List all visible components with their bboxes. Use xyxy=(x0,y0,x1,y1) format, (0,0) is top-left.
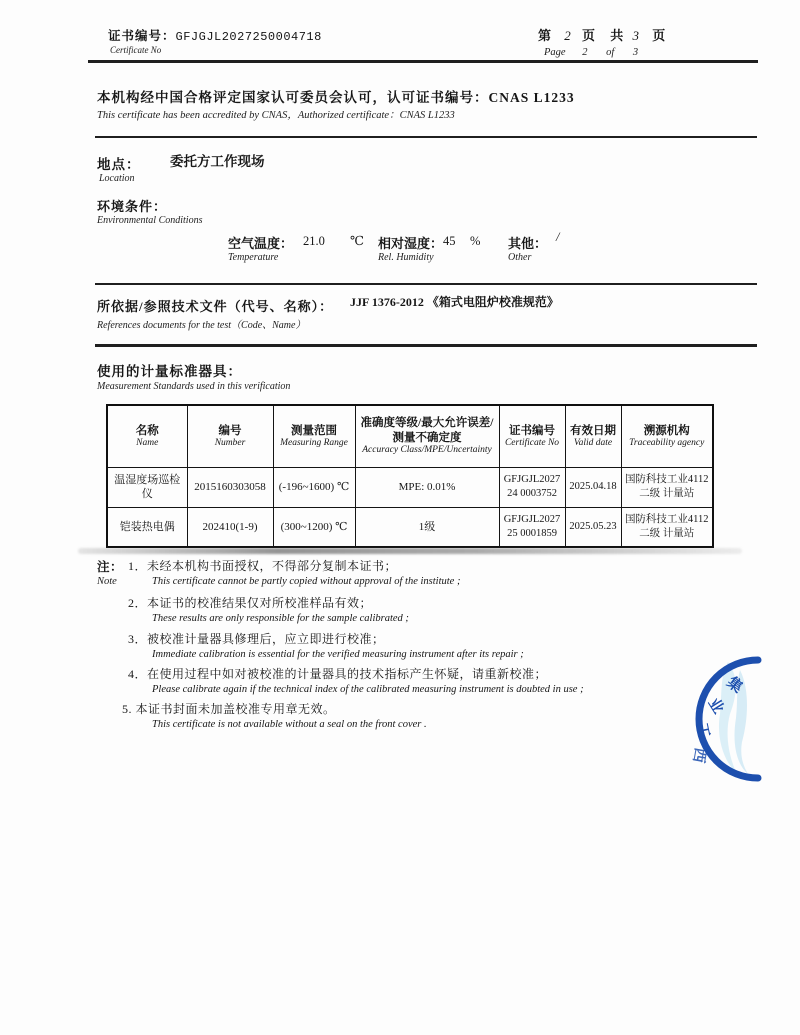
col-header-certno xyxy=(499,405,565,467)
humidity-label-zh: 相对湿度： xyxy=(378,236,444,251)
col-header-range xyxy=(273,405,355,467)
page-total-number: 3 xyxy=(632,28,640,43)
references-label-en: References documents for the test（Code、Name） xyxy=(97,320,306,331)
page-en-page: Page xyxy=(544,47,566,58)
cell-certno: GFJGJL202724 0003752 xyxy=(499,467,565,507)
note-item-5-zh: 5. 本证书封面未加盖校准专用章无效。 xyxy=(122,702,336,716)
location-label-zh: 地点： xyxy=(97,157,141,172)
temperature-label-en: Temperature xyxy=(228,252,279,263)
cell-accuracy: MPE: 0.01% xyxy=(355,467,499,507)
certificate-number-label-zh: 证书编号： xyxy=(108,29,176,43)
col-traceability-en: Traceability agency xyxy=(629,437,705,448)
page-en-total: 3 xyxy=(632,47,639,58)
seal-char: 集 xyxy=(723,674,746,697)
other-value: / xyxy=(556,230,560,244)
cell-validdate: 2025.05.23 xyxy=(565,507,621,547)
note-item-1-zh: 1．未经本机构书面授权，不得部分复制本证书； xyxy=(128,559,398,573)
col-name-zh: 名称 xyxy=(135,424,159,437)
humidity-unit: % xyxy=(470,234,481,248)
col-traceability-zh: 溯源机构 xyxy=(643,424,690,437)
notes-label-en: Note xyxy=(97,576,117,587)
accreditation-statement-zh: 本机构经中国合格评定国家认可委员会认可，认可证书编号：CNAS L1233 xyxy=(97,90,575,105)
cell-range: (300~1200) ℃ xyxy=(273,507,355,547)
location-label-en: Location xyxy=(99,173,135,184)
note-item-2-en: These results are only responsible for the sample calibrated ; xyxy=(152,613,409,624)
page-number: 2 xyxy=(564,28,571,43)
col-number-en: Number xyxy=(214,437,246,448)
cell-traceability: 国防科技工业4112二级 计量站 xyxy=(621,467,713,507)
note-item-3-en: Immediate calibration is essential for the verified measuring instrument after its repair ; xyxy=(152,649,524,660)
cell-name: 温湿度场巡检仪 xyxy=(107,467,187,507)
table-row xyxy=(107,467,713,507)
cell-certno: GFJGJL202725 0001859 xyxy=(499,507,565,547)
cell-number: 2015160303058 xyxy=(187,467,273,507)
references-divider-rule xyxy=(95,344,757,347)
col-header-accuracy xyxy=(355,405,499,467)
standards-table-header-row xyxy=(107,405,713,467)
note-item-5-en: This certificate is not available without a seal on the front cover . xyxy=(152,719,427,730)
seal-char: 工 xyxy=(693,721,712,740)
humidity-label-en: Rel. Humidity xyxy=(378,252,434,263)
note-item-3-zh: 3．被校准计量器具修理后，应立即进行校准； xyxy=(128,632,385,646)
certificate-number-value: GFJGJL2027250004718 xyxy=(175,30,322,44)
notes-label-zh: 注： xyxy=(97,560,124,574)
company-seal-stamp xyxy=(670,650,774,786)
standards-table xyxy=(106,404,714,548)
cell-range: (-196~1600) ℃ xyxy=(273,467,355,507)
note-item-2-zh: 2．本证书的校准结果仅对所校准样品有效； xyxy=(128,596,373,610)
env-conditions-label-zh: 环境条件： xyxy=(97,199,168,214)
other-label-en: Other xyxy=(508,252,532,263)
col-validdate-zh: 有效日期 xyxy=(570,424,616,437)
note-item-4-zh: 4．在使用过程中如对被校准的计量器具的技术指标产生怀疑，请重新校准； xyxy=(128,667,548,681)
col-number-zh: 编号 xyxy=(218,424,242,437)
col-header-name xyxy=(107,405,187,467)
env-conditions-label-en: Environmental Conditions xyxy=(97,215,203,226)
cell-accuracy: 1级 xyxy=(355,507,499,547)
page-en-of: of xyxy=(606,47,615,58)
seal-char: 业 xyxy=(704,695,727,717)
scan-smudge-line xyxy=(78,548,742,554)
page-indicator-zh xyxy=(538,25,667,44)
page-zh-ye: 页 xyxy=(582,28,598,43)
col-certno-en: Certificate No xyxy=(504,437,560,448)
standards-label-en: Measurement Standards used in this verification xyxy=(97,381,291,392)
page-zh-gong: 共 xyxy=(610,28,626,43)
cell-name: 铠装热电偶 xyxy=(107,507,187,547)
header-divider-rule xyxy=(88,60,758,63)
references-value: JJF 1376-2012 《箱式电阻炉校准规范》 xyxy=(350,295,559,309)
temperature-unit: ℃ xyxy=(350,234,364,248)
seal-char: 西 xyxy=(689,746,708,764)
accreditation-statement-en: This certificate has been accredited by CNAS，Authorized certificate：CNAS L1233 xyxy=(97,110,455,121)
cell-validdate: 2025.04.18 xyxy=(565,467,621,507)
accreditation-divider-rule xyxy=(95,136,757,138)
col-certno-zh: 证书编号 xyxy=(509,424,555,437)
col-range-zh: 测量范围 xyxy=(291,424,337,437)
table-row xyxy=(107,507,713,547)
col-header-traceability xyxy=(621,405,713,467)
page-zh-di: 第 xyxy=(538,28,554,43)
references-label-zh: 所依据/参照技术文件（代号、名称）： xyxy=(97,299,334,314)
col-accuracy-zh: 准确度等级/最大允许误差/测量不确定度 xyxy=(360,417,494,444)
temperature-value: 21.0 xyxy=(303,234,325,248)
env-divider-rule xyxy=(95,283,757,285)
page-zh-ye2: 页 xyxy=(652,28,668,43)
col-range-en: Measuring Range xyxy=(280,437,348,448)
col-name-en: Name xyxy=(136,437,159,448)
other-label-zh: 其他： xyxy=(508,236,548,251)
note-item-4-en: Please calibrate again if the technical index of the calibrated measuring instrument is doubted in use ; xyxy=(152,684,584,695)
location-value: 委托方工作现场 xyxy=(170,154,265,169)
cell-number: 202410(1-9) xyxy=(187,507,273,547)
col-validdate-en: Valid date xyxy=(573,437,613,448)
col-header-validdate xyxy=(565,405,621,467)
page-indicator-en xyxy=(544,47,638,58)
note-item-1-en: This certificate cannot be partly copied without approval of the institute ; xyxy=(152,576,461,587)
certificate-number-line xyxy=(108,26,322,44)
certificate-number-label-en: Certificate No xyxy=(110,45,162,55)
col-header-number xyxy=(187,405,273,467)
cell-traceability: 国防科技工业4112二级 计量站 xyxy=(621,507,713,547)
standards-label-zh: 使用的计量标准器具： xyxy=(97,364,242,379)
humidity-value: 45 xyxy=(443,234,456,248)
col-accuracy-en: Accuracy Class/MPE/Uncertainty xyxy=(362,445,492,456)
temperature-label-zh: 空气温度： xyxy=(228,236,294,251)
page-en-number: 2 xyxy=(582,47,588,58)
